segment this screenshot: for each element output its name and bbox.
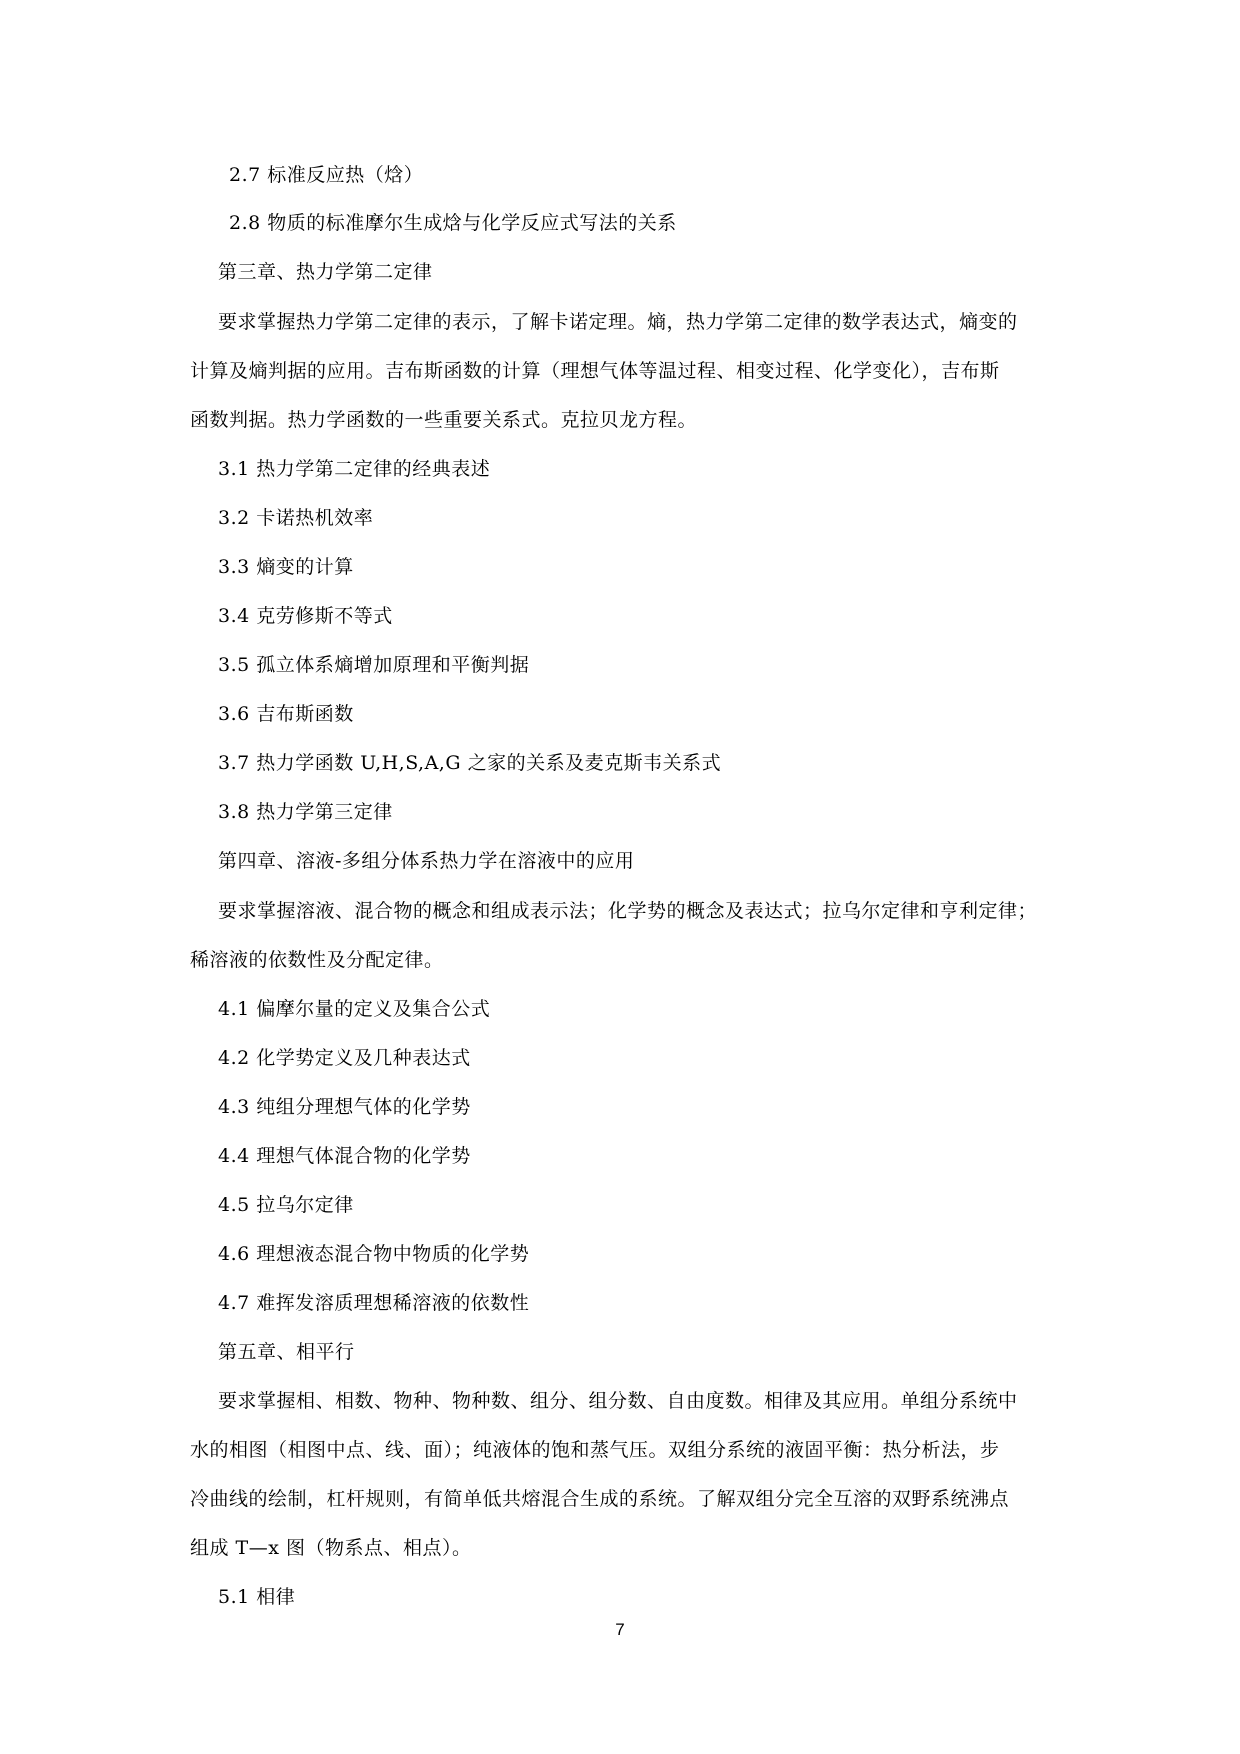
section-2-7: 2.7 标准反应热（焓）: [229, 164, 424, 186]
chapter-4-paragraph-line-1: 要求掌握溶液、混合物的概念和组成表示法；化学势的概念及表达式；拉乌尔定律和亨利定律；: [218, 900, 1038, 922]
section-3-5: 3.5 孤立体系熵增加原理和平衡判据: [218, 654, 530, 676]
section-4-1: 4.1 偏摩尔量的定义及集合公式: [218, 998, 491, 1020]
chapter-5-paragraph-line-1: 要求掌握相、相数、物种、物种数、组分、组分数、自由度数。相律及其应用。单组分系统中: [218, 1390, 1018, 1412]
chapter-5-paragraph-line-3: 冷曲线的绘制，杠杆规则，有简单低共熔混合生成的系统。了解双组分完全互溶的双野系统沸点: [190, 1488, 1010, 1510]
section-4-6: 4.6 理想液态混合物中物质的化学势: [218, 1243, 530, 1265]
chapter-5-paragraph-line-2: 水的相图（相图中点、线、面）；纯液体的饱和蒸气压。双组分系统的液固平衡：热分析法，步: [190, 1439, 1000, 1461]
section-5-1: 5.1 相律: [218, 1586, 296, 1608]
section-3-3: 3.3 熵变的计算: [218, 556, 354, 578]
page-number: 7: [615, 1620, 625, 1639]
chapter-3-paragraph-line-1: 要求掌握热力学第二定律的表示，了解卡诺定理。熵，热力学第二定律的数学表达式，熵变的: [218, 311, 1018, 333]
chapter-5-heading: 第五章、相平行: [218, 1341, 355, 1363]
chapter-4-paragraph-line-2: 稀溶液的依数性及分配定律。: [190, 949, 444, 971]
section-4-2: 4.2 化学势定义及几种表达式: [218, 1047, 471, 1069]
chapter-3-paragraph-line-3: 函数判据。热力学函数的一些重要关系式。克拉贝龙方程。: [190, 409, 698, 431]
section-2-8: 2.8 物质的标准摩尔生成焓与化学反应式写法的关系: [229, 212, 677, 234]
section-3-8: 3.8 热力学第三定律: [218, 801, 393, 823]
section-4-4: 4.4 理想气体混合物的化学势: [218, 1145, 471, 1167]
chapter-3-paragraph-line-2: 计算及熵判据的应用。吉布斯函数的计算（理想气体等温过程、相变过程、化学变化），吉布斯: [190, 360, 1000, 382]
section-3-4: 3.4 克劳修斯不等式: [218, 605, 393, 627]
section-4-5: 4.5 拉乌尔定律: [218, 1194, 354, 1216]
section-4-3: 4.3 纯组分理想气体的化学势: [218, 1096, 471, 1118]
section-3-7: 3.7 热力学函数 U,H,S,A,G 之家的关系及麦克斯韦关系式: [218, 752, 722, 774]
section-4-7: 4.7 难挥发溶质理想稀溶液的依数性: [218, 1292, 530, 1314]
section-3-2: 3.2 卡诺热机效率: [218, 507, 374, 529]
section-3-1: 3.1 热力学第二定律的经典表述: [218, 458, 491, 480]
chapter-4-heading: 第四章、溶液-多组分体系热力学在溶液中的应用: [218, 850, 635, 872]
chapter-5-paragraph-line-4: 组成 T—x 图（物系点、相点）。: [190, 1537, 472, 1559]
section-3-6: 3.6 吉布斯函数: [218, 703, 354, 725]
chapter-3-heading: 第三章、热力学第二定律: [218, 261, 433, 283]
